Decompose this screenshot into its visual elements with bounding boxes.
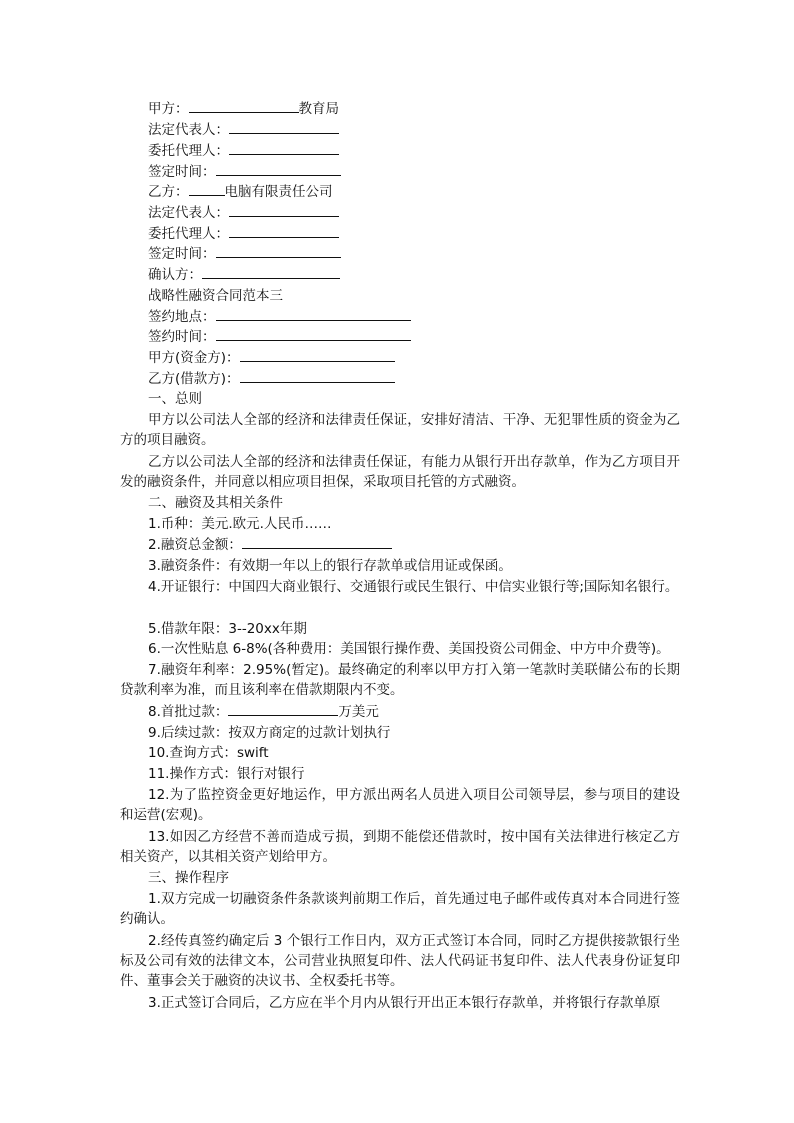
party-b-agent-line — [148, 224, 339, 244]
section-2-item-8 — [120, 702, 680, 722]
first-payment-suffix: 万美元 — [338, 704, 379, 720]
sign-place-line — [148, 307, 411, 327]
confirming-party-label: 确认方： — [148, 267, 202, 283]
party-a-agent-line — [148, 141, 339, 161]
section-2-item-11: 11.操作方式：银行对银行 — [148, 766, 305, 782]
party-a-fund-label: 甲方(资金方)： — [148, 350, 240, 366]
total-amount-blank — [242, 535, 392, 549]
party-b-borrow-label: 乙方(借款方)： — [148, 371, 240, 387]
contract-title: 战略性融资合同范本三 — [148, 288, 283, 304]
party-a-sign-time-line — [148, 162, 341, 182]
party-b-legal-rep-line — [148, 203, 339, 223]
section-2-item-1: 1.币种：美元.欧元.人民币…… — [148, 516, 332, 532]
section-1-heading: 一、总则 — [148, 391, 202, 407]
party-a-agent-label: 委托代理人： — [148, 143, 229, 159]
sign-time-blank — [216, 327, 411, 341]
first-payment-blank — [228, 702, 338, 716]
section-2-heading: 二、融资及其相关条件 — [148, 495, 283, 511]
party-b-label: 乙方： — [148, 184, 189, 200]
first-payment-label: 8.首批过款： — [148, 704, 229, 720]
party-a-sign-time-blank — [216, 162, 341, 176]
section-2-item-6: 6.一次性贴息 6-8%(各种费用：美国银行操作费、美国投资公司佣金、中方中介费等)。 — [148, 641, 670, 657]
section-2-item-10: 10.查询方式：swift — [148, 745, 269, 761]
section-2-item-9: 9.后续过款：按双方商定的过款计划执行 — [148, 725, 391, 741]
section-3-item-2: 2.经传真签约确定后 3 个银行工作日内，双方正式签订本合同，同时乙方提供接款银行坐标及公司有效的法律文本，公司营业执照复印件、法人代码证书复印件、法人代表身份证复印件、董事会关于融资的决议书、全权委托书等。 — [120, 933, 680, 989]
sign-place-label: 签约地点： — [148, 309, 216, 325]
section-2-item-7: 7.融资年利率：2.95%(暂定)。最终确定的利率以甲方打入第一笔款时美联储公布的长期贷款利率为准，而且该利率在借款期限内不变。 — [120, 662, 680, 698]
sign-place-blank — [216, 307, 411, 321]
party-a-label: 甲方： — [148, 101, 189, 117]
section-2-item-3: 3.融资条件：有效期一年以上的银行存款单或信用证或保函。 — [148, 558, 512, 574]
party-a-fund-line — [148, 348, 395, 368]
party-a-suffix: 教育局 — [298, 101, 339, 117]
total-amount-label: 2.融资总金额： — [148, 537, 242, 553]
party-b-borrow-blank — [240, 369, 395, 383]
section-1-paragraph-1: 甲方以公司法人全部的经济和法律责任保证，安排好清洁、干净、无犯罪性质的资金为乙方的项目融资。 — [120, 412, 680, 448]
section-2-item-13: 13.如因乙方经营不善而造成亏损，到期不能偿还借款时，按中国有关法律进行核定乙方相关资产，以其相关资产划给甲方。 — [120, 829, 680, 865]
party-b-sign-time-blank — [216, 244, 341, 258]
party-b-blank — [189, 182, 225, 196]
party-a-blank — [189, 99, 299, 113]
section-2-item-12: 12.为了监控资金更好地运作，甲方派出两名人员进入项目公司领导层，参与项目的建设和运营(宏观)。 — [120, 787, 680, 823]
section-1-paragraph-2: 乙方以公司法人全部的经济和法律责任保证，有能力从银行开出存款单，作为乙方项目开发的融资条件，并同意以相应项目担保，采取项目托管的方式融资。 — [120, 454, 680, 490]
party-b-sign-time-label: 签定时间： — [148, 246, 216, 262]
party-b-agent-label: 委托代理人： — [148, 226, 229, 242]
party-b-suffix: 电脑有限责任公司 — [224, 184, 333, 200]
party-b-legal-rep-label: 法定代表人： — [148, 205, 229, 221]
party-a-fund-blank — [240, 348, 395, 362]
section-2-item-5: 5.借款年限：3--20xx年期 — [148, 621, 307, 637]
sign-time-label: 签约时间： — [148, 329, 216, 345]
section-3-item-1: 1.双方完成一切融资条件条款谈判前期工作后，首先通过电子邮件或传真对本合同进行签约确认。 — [120, 891, 680, 927]
section-3-heading: 三、操作程序 — [148, 870, 229, 886]
section-3-item-3: 3.正式签订合同后，乙方应在半个月内从银行开出正本银行存款单，并将银行存款单原 — [148, 995, 661, 1011]
confirming-party-blank — [202, 265, 340, 279]
confirming-party-line — [148, 265, 340, 285]
party-b-legal-rep-blank — [229, 203, 339, 217]
party-a-sign-time-label: 签定时间： — [148, 164, 216, 180]
party-b-agent-blank — [229, 224, 339, 238]
party-a-legal-rep-blank — [229, 120, 339, 134]
party-a-legal-rep-label: 法定代表人： — [148, 122, 229, 138]
section-2-item-2 — [120, 535, 680, 555]
sign-time-line — [148, 327, 411, 347]
party-b-borrow-line — [148, 369, 395, 389]
party-a-agent-blank — [229, 141, 339, 155]
party-b-line — [148, 182, 333, 202]
section-2-item-4: 4.开证银行：中国四大商业银行、交通银行或民生银行、中信实业银行等;国际知名银行。 — [148, 579, 679, 595]
party-b-sign-time-line — [148, 244, 341, 264]
party-a-line — [148, 99, 339, 119]
party-a-legal-rep-line — [148, 120, 339, 140]
